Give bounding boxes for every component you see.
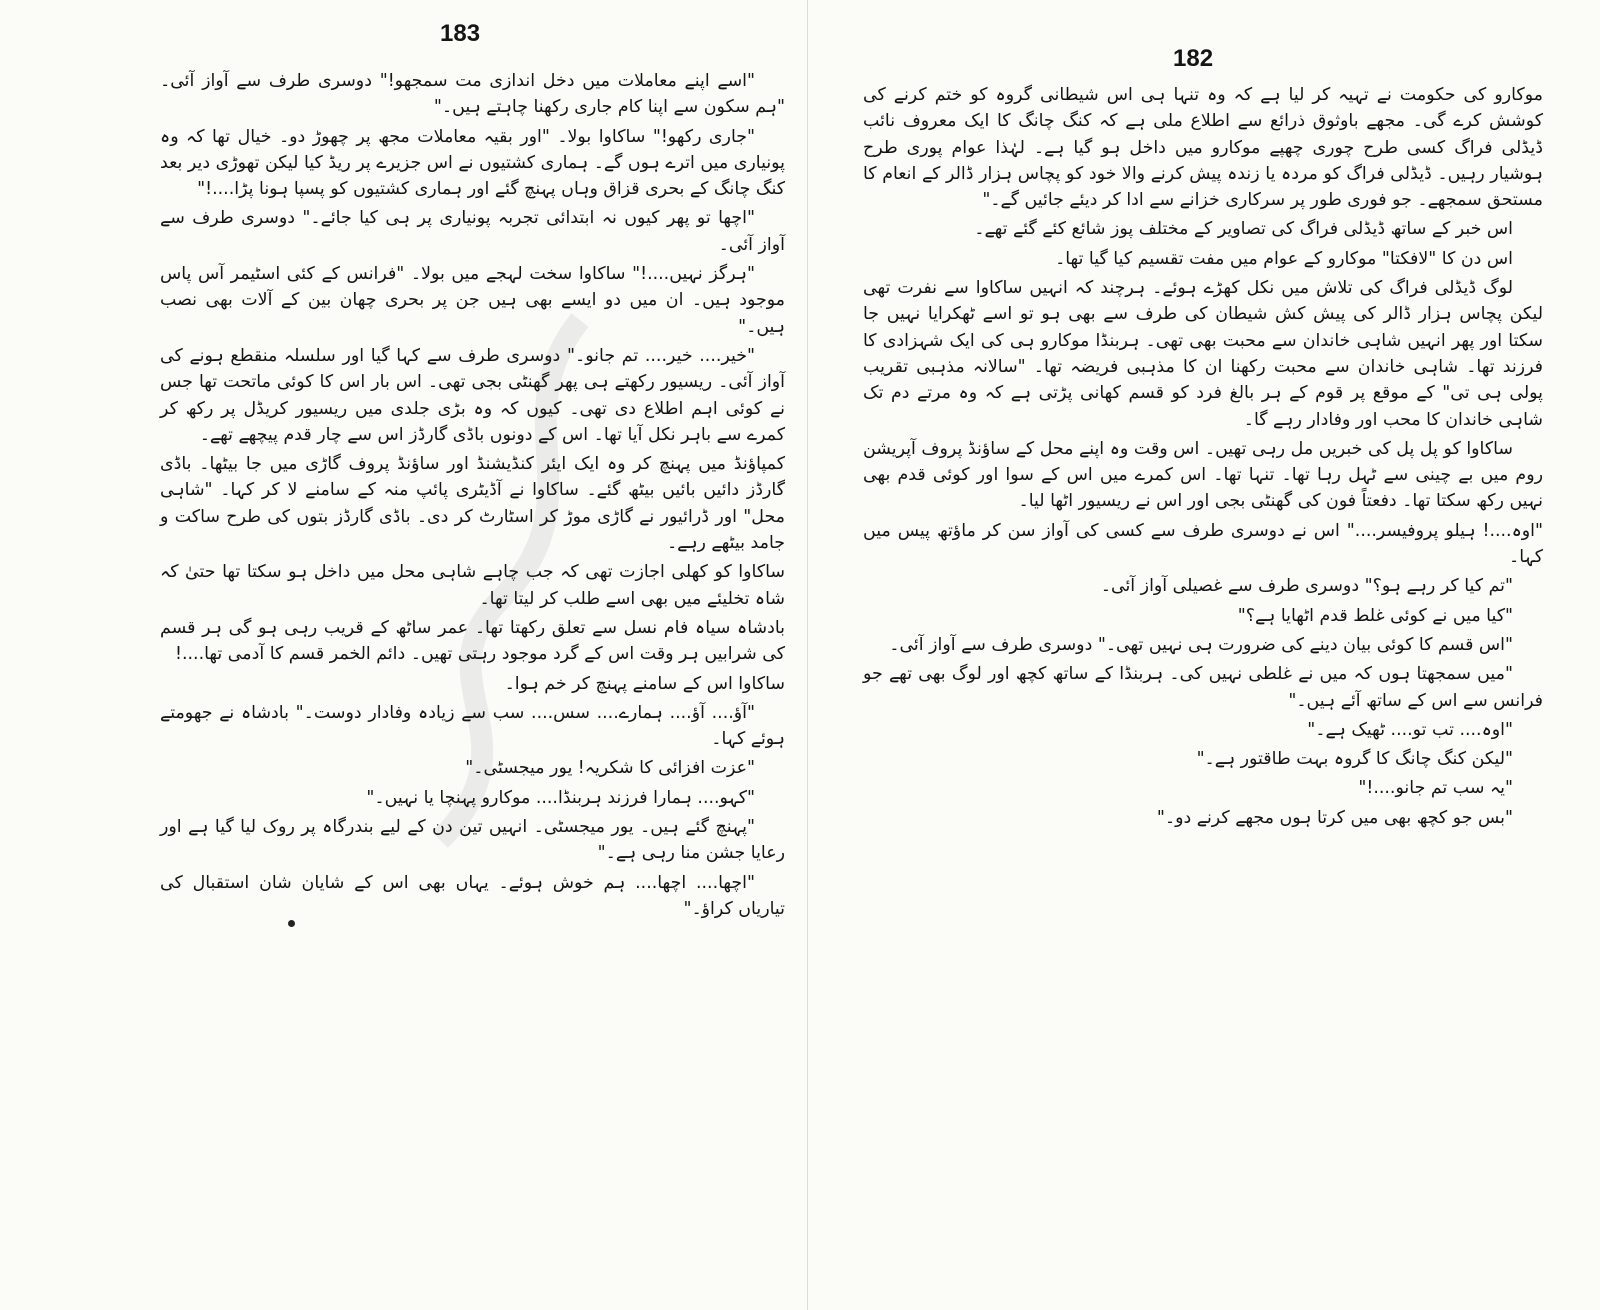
- ink-speck: [288, 920, 295, 927]
- paragraph: "اسے اپنے معاملات میں دخل اندازی مت سمجھو!" دوسری طرف سے آواز آئی۔ "ہم سکون سے اپنا کام جاری رکھنا چاہتے ہیں۔": [160, 71, 785, 118]
- paragraph: "جاری رکھو!" ساکاوا بولا۔ "اور بقیہ معاملات مجھ پر چھوڑ دو۔ خیال تھا کہ وہ پونیاری میں اترے ہوں گے۔ ہماری کشتیوں نے اس جزیرے پر ریڈ کیا لیکن تھوڑی دیر بعد کنگ چانگ کے بحری قزاق وہاں پہنچ گئے اور ہماری کشتیوں کو پسپا ہونا پڑا....!": [160, 126, 785, 200]
- paragraph: "اس قسم کا کوئی بیان دینے کی ضرورت ہی نہیں تھی۔" دوسری طرف سے آواز آئی۔: [889, 634, 1513, 655]
- paragraph: "خیر.... خیر.... تم جانو۔" دوسری طرف سے کہا گیا اور سلسلہ منقطع ہونے کی آواز آئی۔ ریسیور رکھتے ہی پھر گھنٹی بجی تھی۔ اس بار اس کا کوئی ماتحت تھا جس نے کوئی اہم اطلاع دی تھی۔ کیوں کہ وہ بڑی جلدی میں ریسیور کریڈل پر رکھ کر کمرے سے باہر نکل آیا تھا۔ اس کے دونوں باڈی گارڈز اس سے چار قدم پیچھے تھے۔: [160, 345, 785, 445]
- right-page: [808, 0, 1600, 1310]
- paragraph: "آؤ.... آؤ.... ہمارے.... سس.... سب سے زیادہ وفادار دوست۔" بادشاہ نے جھومتے ہوئے کہا۔: [160, 702, 785, 750]
- paragraph: "لیکن کنگ چانگ کا گروہ بہت طاقتور ہے۔": [1196, 749, 1513, 770]
- paragraph: لوگ ڈیڈلی فراگ کی تلاش میں نکل کھڑے ہوئے۔ ہرچند کہ انہیں ساکاوا سے نفرت تھی لیکن پچاس ہزار ڈالر کی پیش کش شیطان کی طرف سے بھی ہو تو اسے ٹھکرایا نہیں جا سکتا اور پھر انہیں شاہی خاندان سے محبت بھی تھی۔ ہربنڈا موکارو ہی کی ایک شہزادی کا فرزند تھا۔ شاہی خاندان سے محبت رکھنا ان کا مذہبی فریضہ تھا۔ "سالانہ مذہبی تقریب پولی ہی تی" کے موقع پر قوم کے ہر بالغ فرد کو قسم کھانی پڑتی ہے کہ وہ مرتے دم تک شاہی خاندان کا محب اور وفادار رہے گا۔: [863, 278, 1543, 430]
- paragraph: بادشاہ سیاہ فام نسل سے تعلق رکھتا تھا۔ عمر ساٹھ کے قریب رہی ہو گی ہر قسم کی شرابیں ہر وقت اس کے گرد موجود رہتی تھیں۔ دائم الخمر قسم کا آدمی تھا....!: [160, 617, 785, 665]
- paragraph: "کیا میں نے کوئی غلط قدم اٹھایا ہے؟": [1237, 605, 1513, 626]
- paragraph: "عزت افزائی کا شکریہ! یور میجسٹی۔": [465, 758, 755, 779]
- page-text: [160, 68, 785, 925]
- paragraph: "ہرگز نہیں....!" ساکاوا سخت لہجے میں بولا۔ "فرانس کے کئی اسٹیمر آس پاس موجود ہیں۔ ان میں دو ایسے بھی ہیں جن پر بحری چھان بین کے آلات بھی نصب ہیں۔": [160, 264, 785, 337]
- paragraph: "پہنچ گئے ہیں۔ یور میجسٹی۔ انہیں تین دن کے لیے بندرگاہ پر روک لیا گیا ہے اور رعایا جشن منا رہی ہے۔": [160, 817, 785, 864]
- page-number: 182: [1173, 45, 1214, 72]
- paragraph: ساکاوا اس کے سامنے پہنچ کر خم ہوا۔: [504, 673, 785, 694]
- paragraph: "اوہ....! ہیلو پروفیسر...." اس نے دوسری طرف سے کسی کی آواز سن کر ماؤتھ پیس میں کہا۔: [863, 520, 1543, 568]
- paragraph: "میں سمجھتا ہوں کہ میں نے غلطی نہیں کی۔ ہربنڈا کے ساتھ کچھ اور لوگ بھی تھے جو فرانس سے اس کے ساتھ آئے ہیں۔": [863, 664, 1543, 711]
- page-number: 183: [440, 20, 481, 47]
- paragraph: "اچھا تو پھر کیوں نہ ابتدائی تجربہ پونیاری پر ہی کیا جائے۔" دوسری طرف سے آواز آئی۔: [160, 208, 785, 255]
- paragraph: "یہ سب تم جانو....!": [1358, 778, 1513, 799]
- paragraph: "اچھا.... اچھا.... ہم خوش ہوئے۔ یہاں بھی اس کے شایان شان استقبال کی تیاریاں کراؤ۔": [160, 872, 785, 919]
- paragraph: ساکاوا کو پل پل کی خبریں مل رہی تھیں۔ اس وقت وہ اپنے محل کے ساؤنڈ پروف آپریشن روم میں بے چینی سے ٹہل رہا تھا۔ تنہا تھا۔ اس کمرے میں اس کے سوا اور کوئی قدم بھی نہیں رکھ سکتا تھا۔ دفعتاً فون کی گھنٹی بجی اور اس نے ریسیور اٹھا لیا۔: [863, 438, 1543, 512]
- paragraph: "تم کیا کر رہے ہو؟" دوسری طرف سے غصیلی آواز آئی۔: [1100, 576, 1513, 597]
- paragraph: کمپاؤنڈ میں پہنچ کر وہ ایک ایئر کنڈیشنڈ اور ساؤنڈ پروف گاڑی میں جا بیٹھا۔ باڈی گارڈز دائیں بائیں بیٹھ گئے۔ ساکاوا نے آڈیٹری پائپ منہ کے سامنے لا کر کہا۔ "شاہی محل" اور ڈرائیور نے گاڑی موڑ کر اسٹارٹ کر دی۔ باڈی گارڈز بتوں کی طرح ساکت و جامد بیٹھے رہے۔: [160, 454, 785, 554]
- paragraph: موکارو کی حکومت نے تہیہ کر لیا ہے کہ وہ تنہا ہی اس شیطانی گروہ کو ختم کرنے کی کوشش کرے گی۔ مجھے باوثوق ذرائع سے اطلاع ملی ہے کہ کنگ چانگ کا ایک معروف نائب ڈیڈلی فراگ کسی طرح چوری چھپے موکارو میں داخل ہو گیا ہے۔ لہٰذا عوام پوری طرح ہوشیار رہیں۔ ڈیڈلی فراگ کو مردہ یا زندہ پیش کرنے والا خود کو پچاس ہزار ڈالر کے انعام کا مستحق سمجھے۔ جو فوری طور پر سرکاری خزانے سے ادا کر دیئے جائیں گے۔": [863, 85, 1543, 211]
- paragraph: ساکاوا کو کھلی اجازت تھی کہ جب چاہے شاہی محل میں داخل ہو سکتا تھا حتیٰ کہ شاہ تخلیئے میں بھی اسے طلب کر لیتا تھا۔: [160, 562, 785, 609]
- paragraph: اس خبر کے ساتھ ڈیڈلی فراگ کی تصاویر کے مختلف پوز شائع کئے گئے تھے۔: [974, 219, 1513, 240]
- paragraph: "کہو.... ہمارا فرزند ہربنڈا.... موکارو پہنچا یا نہیں۔": [366, 787, 755, 808]
- paragraph: اس دن کا "لافکتا" موکارو کے عوام میں مفت تقسیم کیا گیا تھا۔: [1055, 248, 1513, 269]
- paragraph: "بس جو کچھ بھی میں کرتا ہوں مجھے کرنے دو۔": [1156, 807, 1513, 828]
- page-text: [863, 82, 1543, 834]
- paragraph: "اوہ.... تب تو.... ٹھیک ہے۔": [1307, 719, 1513, 740]
